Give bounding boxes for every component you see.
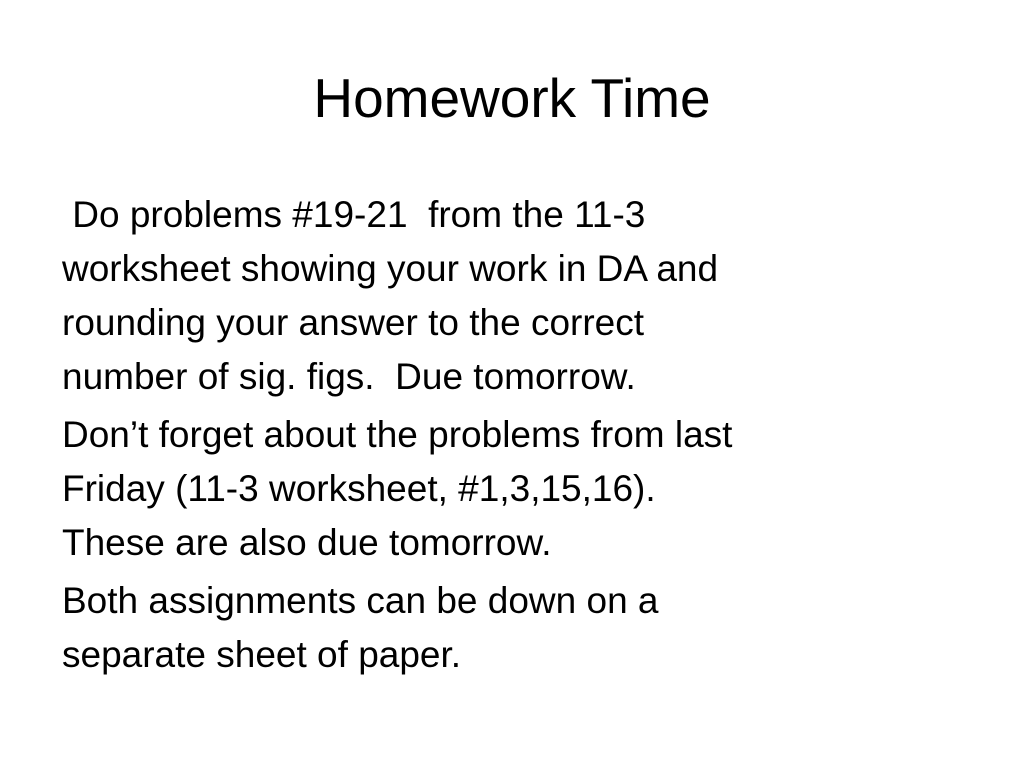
bullet-line: Friday (11-3 worksheet, #1,3,15,16).	[62, 468, 656, 509]
bullet-problems	[62, 188, 962, 404]
bullet-line: Don’t forget about the problems from last	[62, 414, 733, 455]
slide-body	[62, 188, 962, 686]
bullet-line: Do problems #19-21 from the 11-3	[62, 194, 646, 235]
bullet-last-friday	[62, 408, 962, 570]
slide-title: Homework Time	[313, 67, 711, 129]
bullet-line: worksheet showing your work in DA and	[62, 248, 719, 289]
bullet-line: Both assignments can be down on a	[62, 580, 659, 621]
bullet-line: number of sig. figs. Due tomorrow.	[62, 356, 636, 397]
bullet-line: rounding your answer to the correct	[62, 302, 645, 343]
bullet-line: These are also due tomorrow.	[62, 522, 552, 563]
bullet-paper	[62, 574, 962, 682]
bullet-line: separate sheet of paper.	[62, 634, 462, 675]
